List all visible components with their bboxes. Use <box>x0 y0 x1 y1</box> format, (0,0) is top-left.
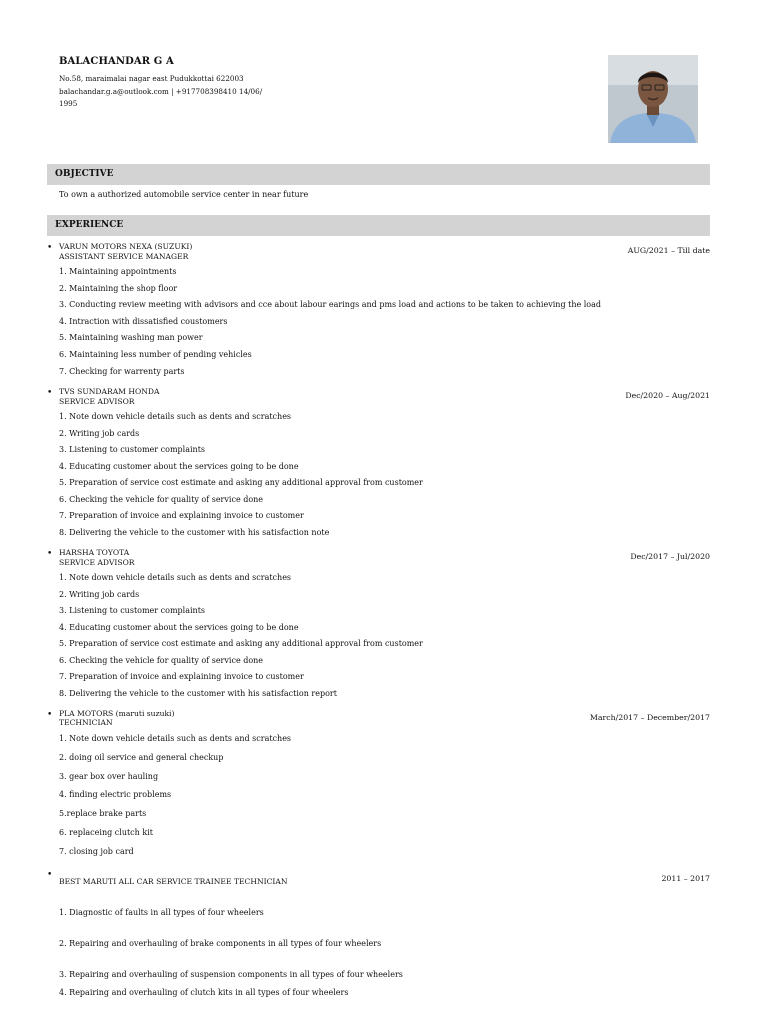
task-item: 5.replace brake parts <box>59 809 147 819</box>
task-item: 4. Repairing and overhauling of clutch kits in all types of four wheelers <box>59 988 349 997</box>
job-entry <box>47 242 710 380</box>
job-company: PLA MOTORS (maruti suzuki) <box>59 709 175 718</box>
task-item: 1. Diagnostic of faults in all types of four wheelers <box>59 908 264 917</box>
contact-address: No.58, maraimalai nagar east Pudukkottai 622003 <box>59 74 244 83</box>
job-role: TECHNICIAN <box>59 718 113 727</box>
objective-text: To own a authorized automobile service center in near future <box>59 190 309 199</box>
task-item: 1. Note down vehicle details such as dents and scratches <box>59 412 292 421</box>
job-company: TVS SUNDARAM HONDA <box>59 387 160 396</box>
job-tasks <box>47 264 710 380</box>
task-item: 2. doing oil service and general checkup <box>59 752 224 762</box>
job-company: HARSHA TOYOTA <box>59 548 130 557</box>
task-item: 2. Repairing and overhauling of brake components in all types of four wheelers <box>59 939 382 948</box>
task-item: 8. Delivering the vehicle to the customer with his satisfaction report <box>59 688 337 698</box>
objective-heading: OBJECTIVE <box>47 164 710 185</box>
job-role: SERVICE ADVISOR <box>59 558 135 567</box>
job-entry <box>47 548 710 702</box>
task-item: 6. Checking the vehicle for quality of service done <box>59 494 264 504</box>
task-item: 6. Maintaining less number of pending vehicles <box>59 349 252 359</box>
candidate-name: BALACHANDAR G A <box>59 56 174 67</box>
task-item: 4. Educating customer about the services going to be done <box>59 622 299 632</box>
task-item: 8. Delivering the vehicle to the customer with his satisfaction note <box>59 527 330 537</box>
task-item: 2. Writing job cards <box>59 428 140 438</box>
task-item: 5. Maintaining washing man power <box>59 333 203 343</box>
task-item: 5. Preparation of service cost estimate and asking any additional approval from customer <box>59 478 423 487</box>
job-date: Dec/2017 – Jul/2020 <box>630 552 710 561</box>
task-item: 4. Intraction with dissatisfied coustomers <box>59 316 228 326</box>
bullet-icon: • <box>47 549 53 559</box>
task-item: 2. Writing job cards <box>59 589 140 599</box>
task-item: 4. finding electric problems <box>59 790 172 800</box>
task-item: 6. replaceing clutch kit <box>59 827 153 837</box>
contact-email-phone: balachandar.g.a@outlook.com | +917708398410 14/06/ <box>59 86 263 96</box>
task-item: 4. Educating customer about the services going to be done <box>59 461 299 471</box>
job-role: ASSISTANT SERVICE MANAGER <box>59 252 189 261</box>
task-item: 3. Listening to customer complaints <box>59 445 206 454</box>
job-tasks <box>47 730 710 862</box>
task-item: 3. Conducting review meeting with advisors and cce about labour earings and pms load and actions to be taken to achieving the load <box>59 300 602 310</box>
task-item: 7. Preparation of invoice and explaining invoice to customer <box>59 511 304 520</box>
task-item: 7. closing job card <box>59 846 134 856</box>
task-item: 6. Checking the vehicle for quality of service done <box>59 655 264 665</box>
job-company: BEST MARUTI ALL CAR SERVICE TRAINEE TECHNICIAN <box>59 877 288 886</box>
job-entry <box>47 387 710 541</box>
resume-header <box>59 56 319 111</box>
task-item: 3. Listening to customer complaints <box>59 606 206 615</box>
bullet-icon: • <box>47 710 53 720</box>
job-date: March/2017 – December/2017 <box>589 713 710 722</box>
task-item: 7. Preparation of invoice and explaining invoice to customer <box>59 672 304 681</box>
job-role: SERVICE ADVISOR <box>59 397 135 406</box>
task-item: 2. Maintaining the shop floor <box>59 283 178 293</box>
job-company: VARUN MOTORS NEXA (SUZUKI) <box>59 242 193 251</box>
task-item: 3. Repairing and overhauling of suspension components in all types of four wheelers <box>59 970 403 979</box>
job-tasks <box>47 570 710 702</box>
job-date: AUG/2021 – Till date <box>627 246 710 255</box>
task-item: 1. Note down vehicle details such as dents and scratches <box>59 734 292 743</box>
job-date: Dec/2020 – Aug/2021 <box>625 391 710 400</box>
bullet-icon: • <box>47 388 53 398</box>
task-item: 3. gear box over hauling <box>59 771 159 781</box>
job-tasks <box>47 906 710 1000</box>
job-entry <box>47 872 710 1000</box>
bullet-icon: • <box>47 870 53 880</box>
bullet-icon: • <box>47 243 53 253</box>
job-tasks <box>47 409 710 541</box>
task-item: 5. Preparation of service cost estimate and asking any additional approval from customer <box>59 639 423 648</box>
profile-photo <box>608 55 698 143</box>
job-date: 2011 – 2017 <box>661 874 710 883</box>
experience-heading: EXPERIENCE <box>47 215 710 236</box>
task-item: 7. Checking for warrenty parts <box>59 366 185 376</box>
task-item: 1. Note down vehicle details such as dents and scratches <box>59 573 292 582</box>
contact-birth-year: 1995 <box>59 99 78 108</box>
job-entry <box>47 709 710 862</box>
task-item: 1. Maintaining appointments <box>59 267 177 276</box>
